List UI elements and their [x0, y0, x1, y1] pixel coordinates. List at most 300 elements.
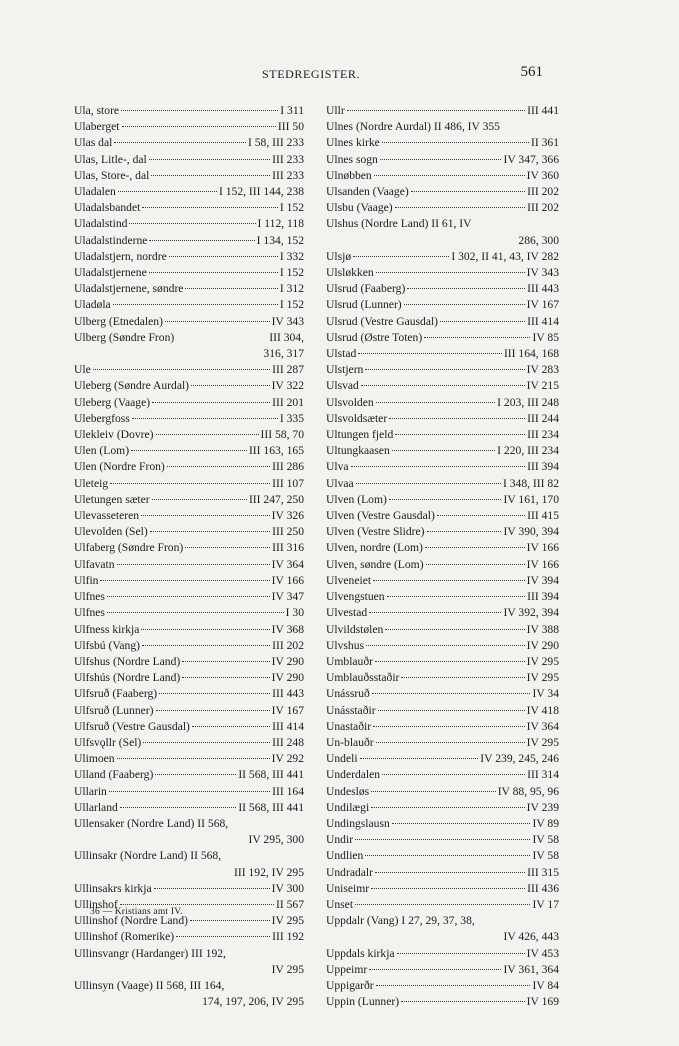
index-entry — [326, 800, 559, 816]
index-entry — [326, 200, 559, 216]
entry-reference: IV 418 — [526, 703, 559, 717]
index-entry — [74, 670, 304, 686]
index-entry — [74, 735, 304, 751]
dot-leader — [375, 661, 525, 662]
entry-name: Ulsrud (Østre Toten) — [326, 330, 423, 344]
entry-reference: IV 167 — [271, 703, 304, 717]
dot-leader — [366, 645, 525, 646]
entry-name: Ulen (Nordre Fron) — [74, 460, 165, 474]
index-entry — [326, 638, 559, 654]
index-entry — [326, 913, 559, 929]
entry-name: Uleberg (Vaage) — [74, 395, 151, 409]
entry-name: Ulebergfoss — [74, 411, 130, 425]
entry-name: Ulsjø — [326, 249, 352, 263]
entry-name: Uladalstinderne — [74, 233, 148, 247]
entry-reference: IV 343 — [526, 266, 559, 280]
index-entry — [326, 735, 559, 751]
index-entry — [326, 670, 559, 686]
index-entry — [74, 508, 304, 524]
dot-leader — [424, 337, 530, 338]
entry-reference: IV 343 — [271, 314, 304, 328]
dot-leader — [167, 466, 270, 467]
entry-reference: III 233 — [272, 152, 304, 166]
entry-reference: IV 390, 394 — [503, 525, 559, 539]
entry-reference: III 247, 250 — [248, 492, 304, 506]
entry-reference: IV 239 — [526, 800, 559, 814]
index-entry — [74, 994, 304, 1010]
index-entry — [74, 848, 304, 864]
dot-leader — [113, 304, 278, 305]
entry-reference: IV 295 — [526, 654, 559, 668]
entry-reference: III 248 — [272, 735, 304, 749]
entry-name: Ulnes sogn — [326, 152, 378, 166]
entry-reference: III 287 — [272, 363, 304, 377]
entry-name: Ulen (Lom) — [74, 444, 130, 458]
dot-leader — [395, 434, 525, 435]
entry-name: Ulven (Vestre Slidre) — [326, 525, 425, 539]
entry-reference: III 394 — [527, 590, 559, 604]
entry-reference: IV 167 — [526, 298, 559, 312]
index-entry — [74, 119, 304, 135]
index-entry — [326, 751, 559, 767]
dot-leader — [373, 580, 525, 581]
dot-leader — [149, 159, 270, 160]
signature-footnote: 36 — Kristians amt IV. — [90, 907, 183, 917]
entry-reference: IV 361, 364 — [503, 962, 559, 976]
entry-name: Ulfavatn — [74, 557, 115, 571]
entry-reference: III 304, — [269, 330, 304, 344]
dot-leader — [389, 499, 502, 500]
entry-reference: III 233 — [272, 168, 304, 182]
entry-reference: IV 295 — [526, 735, 559, 749]
entry-name: Ullinshof (Nordre Land) — [74, 914, 188, 928]
entry-name: Ulimoen — [74, 752, 115, 766]
dot-leader — [182, 661, 269, 662]
entry-name: Ullarland — [74, 800, 118, 814]
entry-name: Ulfsruð (Faaberg) — [74, 687, 158, 701]
index-entry — [74, 200, 304, 216]
index-entry — [326, 427, 559, 443]
dot-leader — [100, 580, 269, 581]
dot-leader — [151, 175, 270, 176]
dot-leader — [376, 402, 496, 403]
entry-name: Uleberg (Søndre Aurdal) — [74, 379, 190, 393]
index-entry — [326, 265, 559, 281]
index-entry — [326, 119, 559, 135]
entry-name: Ulsvad — [326, 379, 359, 393]
page-number: 561 — [520, 64, 543, 80]
entry-name: Uppin (Lunner) — [326, 995, 400, 1009]
entry-reference: III 441 — [527, 104, 559, 117]
index-entry — [74, 638, 304, 654]
entry-reference: III 163, 165 — [248, 444, 304, 458]
entry-name: Ulfsbú (Vang) — [74, 638, 141, 652]
dot-leader — [117, 564, 270, 565]
index-entry — [326, 103, 559, 119]
entry-name: Ulstjern — [326, 363, 364, 377]
dot-leader — [141, 515, 270, 516]
entry-reference: III 316 — [272, 541, 304, 555]
entry-name: Umblauðsstaðir — [326, 671, 400, 685]
entry-name: Uniseimr — [326, 881, 370, 895]
entry-name: Ullensaker (Nordre Land) II 568, — [74, 816, 229, 830]
entry-reference: IV 322 — [271, 379, 304, 393]
entry-reference: III 394 — [527, 460, 559, 474]
dot-leader — [159, 693, 270, 694]
entry-reference: IV 89 — [532, 816, 559, 830]
index-entry — [326, 962, 559, 978]
entry-name: Umblauðr — [326, 654, 374, 668]
entry-reference: III 164, 168 — [503, 347, 559, 361]
dot-leader — [185, 288, 277, 289]
index-entry — [74, 135, 304, 151]
entry-reference: IV 364 — [526, 719, 559, 733]
entry-reference: III 201 — [272, 395, 304, 409]
index-entry — [326, 540, 559, 556]
index-entry — [74, 233, 304, 249]
index-entry — [326, 508, 559, 524]
dot-leader — [114, 142, 246, 143]
entry-name: Ulevolden (Sel) — [74, 525, 148, 539]
dot-leader — [107, 612, 284, 613]
dot-leader — [376, 985, 531, 986]
entry-reference: IV 392, 394 — [503, 606, 559, 620]
index-entry — [326, 152, 559, 168]
entry-name: Unásstaðir — [326, 703, 376, 717]
entry-reference: I 134, 152 — [256, 233, 304, 247]
entry-name: Uladalstjernene — [74, 266, 147, 280]
entry-reference: 174, 197, 206, IV 295 — [202, 995, 304, 1009]
dot-leader — [395, 207, 525, 208]
dot-leader — [425, 547, 525, 548]
entry-name: Ulvshus — [326, 638, 365, 652]
entry-name: Undesløs — [326, 784, 370, 798]
dot-leader — [401, 677, 524, 678]
index-entry — [74, 427, 304, 443]
entry-reference: III 315 — [527, 865, 559, 879]
index-entry — [326, 443, 559, 459]
index-entry — [326, 476, 559, 492]
entry-name: Ulsbu (Vaage) — [326, 201, 393, 215]
entry-name: Uppdals kirkja — [326, 946, 395, 960]
index-entry — [74, 929, 304, 945]
entry-name: Ulsrud (Faaberg) — [326, 282, 406, 296]
index-entry — [326, 848, 559, 864]
index-entry — [326, 557, 559, 573]
dot-leader — [169, 256, 278, 257]
entry-name: Ulfshús (Nordre Land) — [74, 671, 181, 685]
dot-leader — [351, 466, 526, 467]
entry-reference: III 202 — [527, 185, 559, 199]
entry-name: Ultungen fjeld — [326, 428, 394, 442]
entry-reference: IV 295 — [526, 671, 559, 685]
entry-reference: IV 347, 366 — [503, 152, 559, 166]
entry-reference: I 220, III 234 — [497, 444, 559, 458]
entry-name: Ulberg (Søndre Fron) — [74, 330, 175, 344]
entry-reference: IV 166 — [526, 541, 559, 555]
dot-leader — [155, 774, 236, 775]
index-entry — [74, 946, 304, 962]
index-entry — [326, 703, 559, 719]
index-entry — [326, 994, 559, 1010]
index-entry — [326, 330, 559, 346]
entry-name: Underdalen — [326, 768, 381, 782]
dot-leader — [371, 791, 496, 792]
index-entry — [74, 265, 304, 281]
entry-name: Ula, store — [74, 104, 120, 117]
dot-leader — [142, 207, 278, 208]
index-entry — [326, 589, 559, 605]
entry-reference: I 335 — [279, 411, 304, 425]
entry-name: Unset — [326, 897, 354, 911]
entry-reference: IV 161, 170 — [503, 492, 559, 506]
entry-reference: III 202 — [527, 201, 559, 215]
index-entry — [74, 719, 304, 735]
index-entry — [326, 978, 559, 994]
entry-name: Ullinshof — [74, 897, 118, 911]
entry-name: Uppdalr (Vang) I 27, 29, 37, 38, — [326, 914, 475, 928]
index-entry — [326, 249, 559, 265]
index-entry — [74, 816, 304, 832]
index-entry — [326, 622, 559, 638]
dot-leader — [365, 369, 524, 370]
index-entry — [326, 216, 559, 232]
dot-leader — [93, 369, 270, 370]
index-entry — [74, 622, 304, 638]
dot-leader — [109, 791, 270, 792]
dot-leader — [382, 774, 525, 775]
dot-leader — [385, 629, 524, 630]
index-entry — [74, 184, 304, 200]
index-entry — [74, 411, 304, 427]
entry-reference: II 568, III 441 — [238, 768, 304, 782]
index-entry — [74, 152, 304, 168]
entry-name: Ule — [74, 363, 91, 377]
index-entry — [74, 249, 304, 265]
index-entry — [74, 784, 304, 800]
entry-reference: III 414 — [527, 314, 559, 328]
index-column-right — [326, 103, 559, 1010]
index-entry — [326, 881, 559, 897]
index-entry — [74, 330, 304, 346]
entry-name: Ulnes kirke — [326, 136, 380, 150]
entry-name: Ulsløkken — [326, 266, 374, 280]
index-entry — [326, 395, 559, 411]
entry-name: Ulfsruð (Lunner) — [74, 703, 154, 717]
index-entry — [74, 281, 304, 297]
entry-name: Ullinsakr (Nordre Land) II 568, — [74, 849, 222, 863]
dot-leader — [369, 612, 501, 613]
dot-leader — [389, 418, 525, 419]
entry-name: Ulevasseteren — [74, 509, 140, 523]
entry-name: Unássruð — [326, 687, 370, 701]
entry-reference: IV 300 — [271, 881, 304, 895]
dot-leader — [380, 159, 502, 160]
entry-name: Ulsrud (Lunner) — [326, 298, 402, 312]
entry-name: Un-blauðr — [326, 735, 374, 749]
index-column-left — [74, 103, 304, 1010]
entry-name: Ulsrud (Vestre Gausdal) — [326, 314, 439, 328]
dot-leader — [347, 110, 525, 111]
entry-reference: III 314 — [527, 768, 559, 782]
dot-leader — [176, 936, 270, 937]
dot-leader — [165, 321, 270, 322]
entry-reference: IV 295 — [271, 962, 304, 976]
dot-leader — [129, 223, 255, 224]
dot-leader — [392, 823, 531, 824]
entry-name: Ullinsvangr (Hardanger) III 192, — [74, 946, 226, 960]
dot-leader — [355, 839, 530, 840]
entry-reference: IV 283 — [526, 363, 559, 377]
index-entry — [74, 557, 304, 573]
index-entry — [326, 184, 559, 200]
index-entry — [74, 346, 304, 362]
entry-reference: III 58, 70 — [260, 428, 304, 442]
index-entry — [326, 524, 559, 540]
entry-reference: IV 215 — [526, 379, 559, 393]
entry-name: Ulfness kirkja — [74, 622, 140, 636]
dot-leader — [369, 969, 501, 970]
entry-reference: II 568, III 441 — [238, 800, 304, 814]
entry-name: Ulfaberg (Søndre Fron) — [74, 541, 184, 555]
index-entry — [326, 411, 559, 427]
index-entry — [326, 654, 559, 670]
dot-leader — [141, 629, 269, 630]
entry-name: Ullinsyn (Vaage) II 568, III 164, — [74, 978, 225, 992]
entry-name: Ulfsruð (Vestre Gausdal) — [74, 719, 190, 733]
entry-reference: I 203, III 248 — [497, 395, 559, 409]
entry-name: Ulas dal — [74, 136, 113, 150]
entry-reference: I 152 — [279, 266, 304, 280]
entry-reference: I 312 — [279, 282, 304, 296]
entry-name: Ulberg (Etnedalen) — [74, 314, 163, 328]
entry-name: Ulven, nordre (Lom) — [326, 541, 423, 555]
dot-leader — [427, 531, 502, 532]
dot-leader — [110, 483, 270, 484]
entry-name: Uppigarðr — [326, 978, 374, 992]
entry-name: Ulvestad — [326, 606, 368, 620]
entry-reference: II 567 — [275, 897, 304, 911]
entry-reference: 316, 317 — [263, 347, 304, 361]
dot-leader — [142, 645, 270, 646]
entry-name: Ullarin — [74, 784, 107, 798]
index-entry — [326, 686, 559, 702]
entry-reference: III 286 — [272, 460, 304, 474]
index-entry — [74, 686, 304, 702]
entry-reference: I 311 — [280, 104, 304, 117]
running-title: STEDREGISTER. — [262, 67, 361, 81]
index-entry — [74, 605, 304, 621]
entry-name: Uladalsbandet — [74, 201, 141, 215]
entry-reference: IV 290 — [271, 654, 304, 668]
entry-reference: III 436 — [527, 881, 559, 895]
entry-name: Ulfnes — [74, 606, 105, 620]
entry-reference: IV 169 — [526, 995, 559, 1009]
entry-reference: IV 326 — [271, 509, 304, 523]
index-entry — [74, 962, 304, 978]
index-entry — [74, 654, 304, 670]
entry-reference: IV 166 — [526, 557, 559, 571]
index-entry — [326, 459, 559, 475]
entry-name: Ulland (Faaberg) — [74, 768, 154, 782]
entry-name: Ulva — [326, 460, 349, 474]
index-entry — [74, 751, 304, 767]
entry-name: Ulfshus (Nordre Land) — [74, 654, 181, 668]
entry-name: Ulekleiv (Dovre) — [74, 428, 154, 442]
index-entry — [74, 492, 304, 508]
dot-leader — [117, 758, 270, 759]
dot-leader — [371, 807, 525, 808]
dot-leader — [152, 402, 270, 403]
index-entry — [74, 216, 304, 232]
dot-leader — [185, 547, 270, 548]
entry-reference: I 152 — [279, 201, 304, 215]
dot-leader — [107, 596, 270, 597]
index-entry — [74, 362, 304, 378]
entry-name: Ulnøbben — [326, 168, 372, 182]
entry-reference: III 234 — [527, 428, 559, 442]
entry-reference: III 443 — [527, 282, 559, 296]
entry-name: Ulas, Store-, dal — [74, 168, 150, 182]
dot-leader — [373, 726, 525, 727]
entry-name: Uladalstjern, nordre — [74, 249, 167, 263]
dot-leader — [397, 953, 525, 954]
entry-name: Ullinsakrs kirkja — [74, 881, 152, 895]
entry-reference: IV 453 — [526, 946, 559, 960]
dot-leader — [190, 920, 270, 921]
entry-reference: III 202 — [272, 638, 304, 652]
entry-reference: III 415 — [527, 509, 559, 523]
entry-name: Ulfsvǫllr (Sel) — [74, 735, 142, 749]
entry-reference: IV 292 — [271, 752, 304, 766]
index-entry — [326, 897, 559, 913]
index-entry — [326, 784, 559, 800]
index-entry — [326, 832, 559, 848]
entry-reference: III 244 — [527, 411, 559, 425]
index-entry — [74, 476, 304, 492]
index-entry — [326, 946, 559, 962]
entry-name: Uladalen — [74, 185, 116, 199]
entry-reference: I 348, III 82 — [502, 476, 559, 490]
entry-reference: IV 347 — [271, 590, 304, 604]
dot-leader — [437, 515, 525, 516]
entry-name: Ulaberget — [74, 120, 120, 134]
entry-reference: IV 166 — [271, 573, 304, 587]
entry-reference: III 164 — [272, 784, 304, 798]
entry-name: Uleteig — [74, 476, 109, 490]
entry-reference: IV 394 — [526, 573, 559, 587]
dot-leader — [440, 321, 525, 322]
index-entry — [326, 314, 559, 330]
index-entry — [326, 605, 559, 621]
entry-reference: III 192, IV 295 — [234, 865, 304, 879]
dot-leader — [120, 904, 274, 905]
index-entry — [326, 135, 559, 151]
index-entry — [74, 524, 304, 540]
entry-reference: IV 426, 443 — [503, 930, 559, 944]
dot-leader — [376, 742, 525, 743]
entry-name: Ulven (Vestre Gausdal) — [326, 509, 435, 523]
index-entry — [74, 540, 304, 556]
entry-reference: I 112, 118 — [257, 217, 304, 231]
index-entry — [326, 233, 559, 249]
entry-name: Ulvaa — [326, 476, 354, 490]
entry-reference: IV 84 — [532, 978, 559, 992]
index-entry — [326, 168, 559, 184]
dot-leader — [149, 240, 254, 241]
entry-name: Uletungen sæter — [74, 492, 150, 506]
index-entry — [74, 589, 304, 605]
